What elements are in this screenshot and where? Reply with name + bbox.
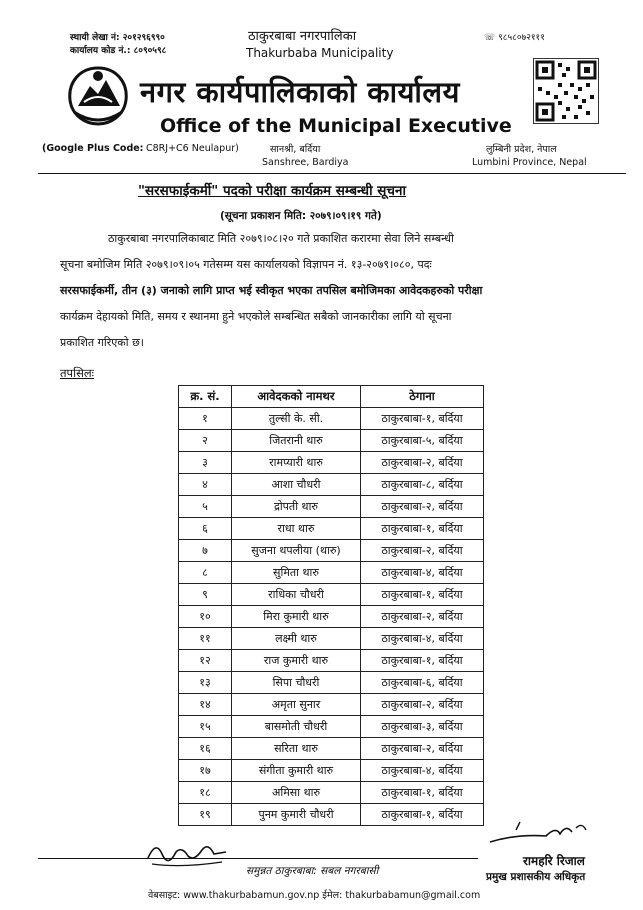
cell-name: राज कुमारी थारु xyxy=(232,650,361,672)
cell-address: ठाकुरबाबा-२, बर्दिया xyxy=(361,452,484,474)
cell-serial: १० xyxy=(179,606,232,628)
cell-address: ठाकुरबाबा-१, बर्दिया xyxy=(361,584,484,606)
cell-serial: ५ xyxy=(179,496,232,518)
cell-address: ठाकुरबाबा-४, बर्दिया xyxy=(361,628,484,650)
pan-number: स्थायी लेखा नं: २०१२९६९९० xyxy=(70,33,165,43)
cell-name: राधा थारु xyxy=(232,518,361,540)
left-signature-icon xyxy=(142,832,232,872)
table-row xyxy=(179,738,484,760)
cell-name: पुनम कुमारी चौधरी xyxy=(232,804,361,826)
cell-address: ठाकुरबाबा-२, बर्दिया xyxy=(361,738,484,760)
cell-address: ठाकुरबाबा-२, बर्दिया xyxy=(361,540,484,562)
cell-address: ठाकुरबाबा-१, बर्दिया xyxy=(361,408,484,430)
website-link[interactable]: www.thakurbabamun.gov.np xyxy=(183,890,320,901)
cell-serial: १७ xyxy=(179,760,232,782)
signatory-name: रामहरि रिजाल xyxy=(523,854,585,868)
cell-serial: ७ xyxy=(179,540,232,562)
cell-name: तुल्सी के. सी. xyxy=(232,408,361,430)
province-english: Lumbini Province, Nepal xyxy=(472,157,587,168)
municipality-name-english: Thakurbaba Municipality xyxy=(246,46,394,60)
cell-name: राधिका चौधरी xyxy=(232,584,361,606)
body-line: प्रकाशित गरिएको छ। xyxy=(60,336,144,349)
qr-code-icon xyxy=(533,58,599,124)
cell-address: ठाकुरबाबा-४, बर्दिया xyxy=(361,760,484,782)
col-name: आवेदकको नामथर xyxy=(232,386,361,408)
cell-address: ठाकुरबाबा-१, बर्दिया xyxy=(361,518,484,540)
body-line: ठाकुरबाबा नगरपालिकाबाट मिति २०७९।०८।२० गते प्रकाशित करारमा सेवा लिने सम्बन्धी xyxy=(108,232,454,245)
cell-serial: १ xyxy=(179,408,232,430)
cell-serial: ६ xyxy=(179,518,232,540)
table-row xyxy=(179,496,484,518)
notice-title: "सरसफाईकर्मी" पदको परीक्षा कार्यक्रम सम्बन्धी सूचना xyxy=(138,183,406,199)
table-row xyxy=(179,716,484,738)
office-name-english: Office of the Municipal Executive xyxy=(160,115,512,137)
office-place-nepali: सानश्री, बर्दिया xyxy=(270,144,321,155)
cell-name: रामप्यारी थारु xyxy=(232,452,361,474)
cell-name: लक्ष्मी थारु xyxy=(232,628,361,650)
cell-serial: १२ xyxy=(179,650,232,672)
body-line: सूचना बमोजिम मिति २०७९।०९।०५ गतेसम्म यस कार्यालयको विज्ञापन नं. १३-२०७९।०८०, पदः xyxy=(60,258,432,271)
table-row xyxy=(179,562,484,584)
table-header-row xyxy=(179,386,484,408)
table-row xyxy=(179,804,484,826)
details-label: तपसिलः xyxy=(60,366,94,380)
email-link[interactable]: thakurbabamun@gmail.com xyxy=(345,890,481,901)
cell-address: ठाकुरबाबा-२, बर्दिया xyxy=(361,496,484,518)
header-divider xyxy=(38,173,626,174)
cell-address: ठाकुरबाबा-२, बर्दिया xyxy=(361,606,484,628)
notice-publish-date: (सूचना प्रकाशन मिति: २०७९।०९।१९ गते) xyxy=(220,210,382,222)
table-row xyxy=(179,606,484,628)
office-name-nepali: नगर कार्यपालिकाको कार्यालय xyxy=(140,75,460,109)
cell-name: द्रोपती थारु xyxy=(232,496,361,518)
google-plus-code-label: (Google Plus Code: xyxy=(42,143,144,154)
office-code: कार्यालय कोड नं.: ८०९०५९८ xyxy=(70,46,167,56)
cell-name: मिरा कुमारी थारु xyxy=(232,606,361,628)
cell-name: जितरानी थारु xyxy=(232,430,361,452)
cell-serial: १६ xyxy=(179,738,232,760)
cell-address: ठाकुरबाबा-८, बर्दिया xyxy=(361,474,484,496)
office-place-english: Sanshree, Bardiya xyxy=(262,157,349,168)
cell-name: अमिसा थारु xyxy=(232,782,361,804)
table-row xyxy=(179,452,484,474)
municipality-name-nepali: ठाकुरबाबा नगरपालिका xyxy=(248,29,357,44)
table-row xyxy=(179,694,484,716)
cell-address: ठाकुरबाबा-३, बर्दिया xyxy=(361,716,484,738)
applicants-table xyxy=(178,385,484,826)
email-label: ईमेल: xyxy=(322,890,343,901)
table-row xyxy=(179,584,484,606)
table-row xyxy=(179,672,484,694)
cell-address: ठाकुरबाबा-१, बर्दिया xyxy=(361,804,484,826)
cell-serial: ११ xyxy=(179,628,232,650)
cell-name: सरिता थारु xyxy=(232,738,361,760)
table-row xyxy=(179,540,484,562)
cell-serial: १५ xyxy=(179,716,232,738)
cell-name: सुमिता थारु xyxy=(232,562,361,584)
cell-serial: २ xyxy=(179,430,232,452)
notice-body xyxy=(60,226,588,356)
cell-serial: ४ xyxy=(179,474,232,496)
province-nepali: लुम्बिनी प्रदेश, नेपाल xyxy=(486,144,557,155)
right-signature-icon xyxy=(486,820,606,856)
google-plus-code-value: C8RJ+C6 Neulapur) xyxy=(146,143,239,154)
table-row xyxy=(179,518,484,540)
cell-serial: १९ xyxy=(179,804,232,826)
body-line: कार्यक्रम देहायको मिति, समय र स्थानमा हुने भएकोले सम्बन्धित सबैको जानकारीका लागि यो सूचना xyxy=(60,310,452,323)
table-row xyxy=(179,782,484,804)
body-line: सरसफाईकर्मी, तीन (३) जनाको लागि प्राप्त भई स्वीकृत भएका तपसिल बमोजिमका आवेदकहरुको परीक्षा xyxy=(60,284,483,297)
footer-contact xyxy=(148,888,480,901)
col-address: ठेगाना xyxy=(361,386,484,408)
cell-serial: १४ xyxy=(179,694,232,716)
cell-name: अमृता सुनार xyxy=(232,694,361,716)
footer-motto: समुन्नत ठाकुरबाबा: सबल नगरबासी xyxy=(246,865,379,877)
cell-serial: ९ xyxy=(179,584,232,606)
table-row xyxy=(179,628,484,650)
phone-number: ☏ ९८५८०७२१११ xyxy=(484,33,545,43)
table-row xyxy=(179,474,484,496)
cell-serial: ३ xyxy=(179,452,232,474)
table-row xyxy=(179,760,484,782)
website-label: वेबसाइट: xyxy=(148,890,181,901)
signatory-title: प्रमुख प्रशासकीय अधिकृत xyxy=(486,871,586,883)
cell-address: ठाकुरबाबा-२, बर्दिया xyxy=(361,694,484,716)
cell-name: बासमोती चौधरी xyxy=(232,716,361,738)
table-row xyxy=(179,408,484,430)
col-serial: क्र. सं. xyxy=(179,386,232,408)
cell-address: ठाकुरबाबा-१, बर्दिया xyxy=(361,650,484,672)
table-row xyxy=(179,650,484,672)
cell-address: ठाकुरबाबा-५, बर्दिया xyxy=(361,430,484,452)
cell-address: ठाकुरबाबा-६, बर्दिया xyxy=(361,672,484,694)
cell-serial: १३ xyxy=(179,672,232,694)
cell-address: ठाकुरबाबा-४, बर्दिया xyxy=(361,562,484,584)
nepal-emblem-icon xyxy=(62,62,134,128)
table-row xyxy=(179,430,484,452)
cell-name: सुजना थपलीया (थारु) xyxy=(232,540,361,562)
footer-divider xyxy=(38,858,478,859)
cell-address: ठाकुरबाबा-१, बर्दिया xyxy=(361,782,484,804)
cell-name: आशा चौधरी xyxy=(232,474,361,496)
cell-serial: ८ xyxy=(179,562,232,584)
cell-serial: १८ xyxy=(179,782,232,804)
cell-name: सिपा चौधरी xyxy=(232,672,361,694)
cell-name: संगीता कुमारी थारु xyxy=(232,760,361,782)
